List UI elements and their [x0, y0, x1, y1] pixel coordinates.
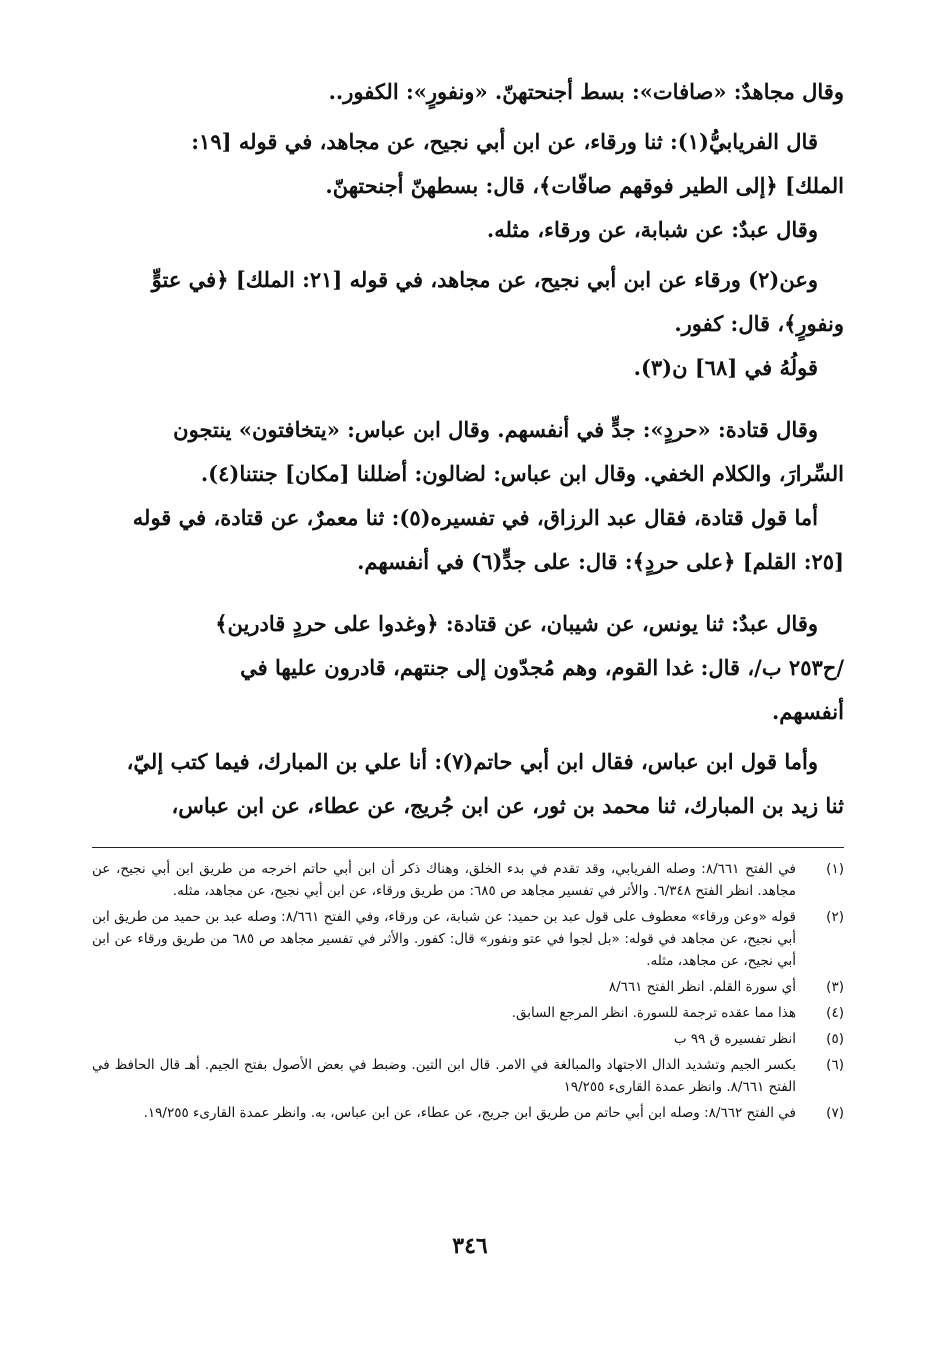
footnote-6: [92, 1054, 844, 1098]
text-line: الملك] ﴿إلى الطير فوقهم صافّات﴾، قال: بسطهنّ أجنحتهنّ.: [325, 173, 844, 198]
footnote-number: (٦): [826, 1057, 844, 1073]
paragraph-mujahid-safat: [96, 70, 844, 114]
footnote-number: (١): [826, 861, 844, 877]
paragraph-warqa: [96, 258, 844, 390]
text-line: [٢٥: القلم] ﴿على حردٍ﴾: قال: على جدٍّ(٦) في أنفسهم.: [357, 549, 844, 574]
footnote-text: بكسر الجيم وتشديد الدال الاجتهاد والمبالغة في الامر. قال ابن التين. وضبط في بعض الأصول بفتح الجيم. أهـ قال الحافظ في الفتح ٨/٦٦١. وانظر عمدة القارىء ١٩/٢٥٥: [92, 1057, 796, 1095]
text-line: السِّرارَ، والكلام الخفي. وقال ابن عباس: لضالون: أضللنا [مكان] جنتنا(٤).: [200, 461, 844, 486]
text-line: /ح٢٥٣ ب/، قال: غدا القوم، وهم مُجدّون إلى جنتهم، قادرون عليها في: [240, 655, 844, 680]
footnote-2: [92, 906, 844, 972]
footnote-text: انظر تفسيره ق ٩٩ ب: [673, 1031, 796, 1047]
text-line: وقال مجاهدٌ: «صافات»: بسط أجنحتهنّ. «ونفورٍ»: الكفور..: [328, 79, 844, 104]
paragraph-ibn-abbas: [96, 740, 844, 828]
text-line: قال الفريابيُّ(١): ثنا ورقاء، عن ابن أبي نجيح، عن مجاهد، في قوله [١٩:: [191, 129, 818, 154]
text-line: أما قول قتادة، فقال عبد الرزاق، في تفسيره(٥): ثنا معمرٌ، عن قتادة، في قوله: [132, 505, 818, 530]
main-text-block: [96, 70, 844, 828]
footnote-4: [92, 1002, 844, 1024]
footnote-divider: [92, 847, 844, 848]
paragraph-firyabi: [96, 120, 844, 252]
footnote-1: [92, 858, 844, 902]
footnote-text: قوله «وعن ورقاء» معطوف على قول عبد بن حميد: عن شبابة، عن ورقاء، وفي الفتح ٨/٦٦١: وصله عبد بن حميد من طريق ابن أبي نجيح، عن مجاهد في قوله: «بل لجوا في عتو ونفور» قال: كفور. والأثر في تفسير مجاهد ص ٦٨٥ من طريق ورقاء عن ابن أبي نجيح، عن مجاهد، مثله.: [92, 909, 796, 969]
footnotes-section: [92, 858, 844, 1128]
footnote-7: [92, 1102, 844, 1124]
footnote-number: (٢): [826, 909, 844, 925]
text-line: وقال قتادة: «حردٍ»: جدٍّ في أنفسهم. وقال ابن عباس: «يتخافتون» ينتجون: [173, 417, 818, 442]
footnote-text: هذا مما عقده ترجمة للسورة. انظر المرجع السابق.: [511, 1005, 796, 1021]
footnote-number: (٧): [826, 1105, 844, 1121]
text-line: وعن(٢) ورقاء عن ابن أبي نجيح، عن مجاهد، في قوله [٢١: الملك] ﴿في عتوٍّ: [151, 267, 818, 292]
page-number: ٣٤٦: [452, 1233, 488, 1259]
footnote-3: [92, 976, 844, 998]
text-line: ثنا زيد بن المبارك، ثنا محمد بن ثور، عن ابن جُريج، عن عطاء، عن ابن عباس،: [171, 793, 844, 818]
text-line: ونفورٍ﴾، قال: كفور.: [674, 311, 844, 336]
footnote-text: أي سورة القلم. انظر الفتح ٨/٦٦١: [608, 979, 796, 995]
footnote-number: (٤): [826, 1005, 844, 1021]
footnote-5: [92, 1028, 844, 1050]
footnote-text: في الفتح ٨/٦٦١: وصله الفريابي، وقد تقدم في بدء الخلق، وهناك ذكر أن ابن أبي حاتم اخرجه من طريق ابن أبي نجيح، عن مجاهد. انظر الفتح ٦/٣٤٨. والأثر في تفسير مجاهد ص ٦٨٥: من طريق ورقاء، عن ابن أبي نجيح، عن مجاهد، مثله.: [92, 861, 796, 899]
text-line: أنفسهم.: [771, 699, 844, 724]
paragraph-abd-yunus: [96, 602, 844, 734]
footnote-number: (٣): [826, 979, 844, 995]
text-line: وقال عبدٌ: ثنا يونس، عن شيبان، عن قتادة: ﴿وغدوا على حردٍ قادرين﴾: [215, 611, 818, 636]
text-line: وقال عبدٌ: عن شبابة، عن ورقاء، مثله.: [486, 217, 818, 242]
footnote-number: (٥): [826, 1031, 844, 1047]
paragraph-qatada: [96, 408, 844, 584]
footnote-text: في الفتح ٨/٦٦٢: وصله ابن أبي حاتم من طريق ابن جريج، عن عطاء، عن ابن عباس، به. وانظر عمدة القارىء ١٩/٢٥٥.: [143, 1105, 796, 1121]
text-line: وأما قول ابن عباس، فقال ابن أبي حاتم(٧): أنا علي بن المبارك، فيما كتب إليّ،: [126, 749, 818, 774]
section-heading: قولُهُ في [٦٨] ن(٣).: [633, 355, 818, 380]
